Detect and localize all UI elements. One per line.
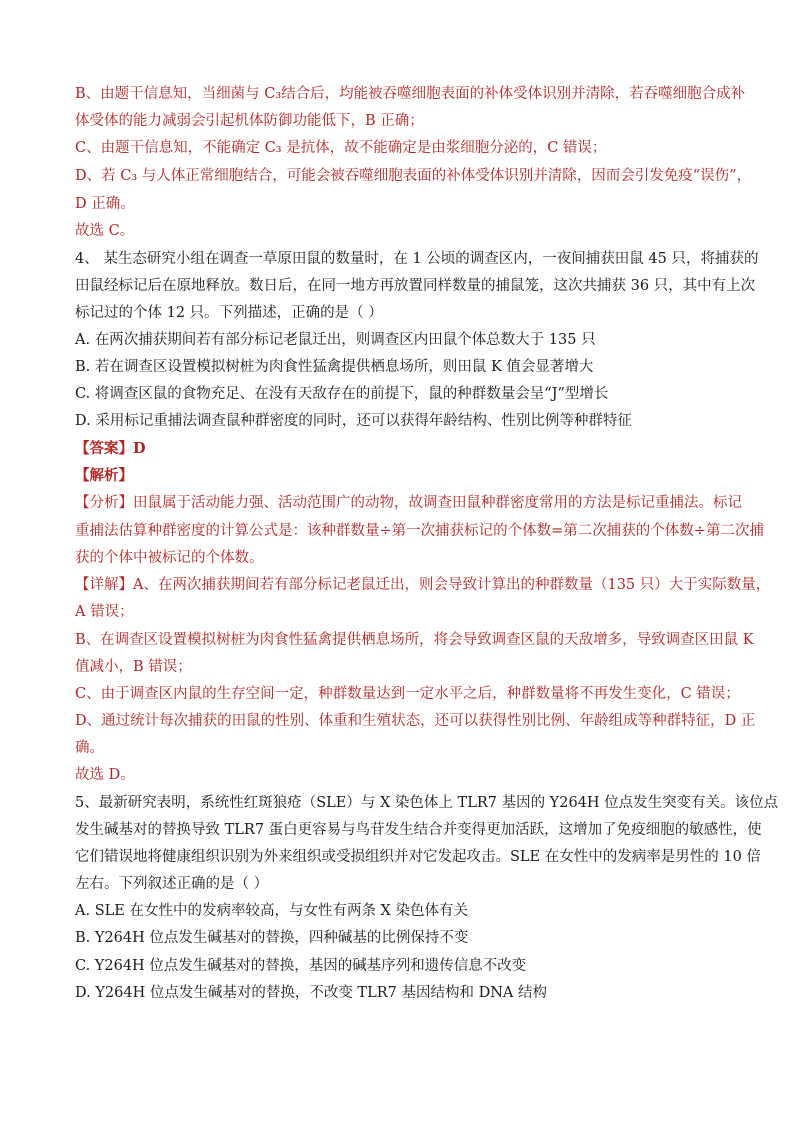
text-line: 【分析】田鼠属于活动能力强、活动范围广的动物，故调查田鼠种群密度常用的方法是标记重捕法。标记 [75,495,742,511]
text-line: 获的个体中被标记的个体数。 [75,550,264,566]
text-line: A. 在两次捕获期间若有部分标记老鼠迁出，则调查区内田鼠个体总数大于 135 只 [75,332,596,348]
text-line: C. Y264H 位点发生碱基对的替换，基因的碱基序列和遗传信息不改变 [75,958,527,974]
text-line: 标记过的个体 12 只。下列描述，正确的是（ ） [75,305,383,321]
text-line: 体受体的能力减弱会引起机体防御功能低下，B 正确； [75,113,424,129]
text-line: D 正确。 [75,196,135,212]
text-line: D. 采用标记重捕法调查鼠种群密度的同时，还可以获得年龄结构、性别比例等种群特征 [75,413,632,429]
text-line: B. 若在调查区设置模拟树桩为肉食性猛禽提供栖息场所，则田鼠 K 值会显著增大 [75,359,594,375]
text-line: D、若 C₃ 与人体正常细胞结合，可能会被吞噬细胞表面的补体受体识别并清除，因而会引发免疫“误伤”， [75,168,752,184]
text-line: 5、最新研究表明，系统性红斑狼疮（SLE）与 X 染色体上 TLR7 基因的 Y264H 位点发生突变有关。该位点 [75,795,779,811]
text-line: D、通过统计每次捕获的田鼠的性别、体重和生殖状态，还可以获得性别比例、年龄组成等种群特征，D 正 [75,713,756,729]
text-line: A 错误； [75,604,134,620]
text-line: A. SLE 在女性中的发病率较高，与女性有两条 X 染色体有关 [75,903,468,919]
text-line: 它们错误地将健康组织识别为外来组织或受损组织并对它发起攻击。SLE 在女性中的发病率是男性的 10 倍 [75,849,761,865]
text-line: 【解析】 [75,467,133,484]
text-line: 重捕法估算种群密度的计算公式是：该种群数量÷第一次捕获标记的个体数=第二次捕获的个体数÷第二次捕 [75,523,764,539]
text-line: 【答案】D [75,440,146,457]
text-line: 发生碱基对的替换导致 TLR7 蛋白更容易与鸟苷发生结合并变得更加活跃，这增加了免疫细胞的敏感性，使 [75,822,762,838]
text-line: 左右。下列叙述正确的是（ ） [75,876,269,892]
text-line: C. 将调查区鼠的食物充足、在没有天敌存在的前提下，鼠的种群数量会呈“J”型增长 [75,386,609,402]
text-line: B、由题干信息知，当细菌与 C₃结合后，均能被吞噬细胞表面的补体受体识别并清除，若吞噬细胞合成补 [75,86,746,102]
text-line: 田鼠经标记后在原地释放。数日后，在同一地方再放置同样数量的捕鼠笼，这次共捕获 36 只，其中有上次 [75,278,756,294]
text-line: B、在调查区设置模拟树桩为肉食性猛禽提供栖息场所，将会导致调查区鼠的天敌增多，导致调查区田鼠 K [75,632,754,648]
text-line: C、由题干信息知，不能确定 C₃ 是抗体，故不能确定是由浆细胞分泌的，C 错误； [75,140,607,156]
text-line: B. Y264H 位点发生碱基对的替换，四种碱基的比例保持不变 [75,930,469,946]
text-line: 确。 [75,740,104,756]
text-line: 值减小，B 错误； [75,659,192,675]
text-line: 故选 C。 [75,223,135,239]
text-line: C、由于调查区内鼠的生存空间一定，种群数量达到一定水平之后，种群数量将不再发生变化，C 错误； [75,686,740,702]
text-line: 故选 D。 [75,767,135,783]
text-line: 【详解】A、在两次捕获期间若有部分标记老鼠迁出，则会导致计算出的种群数量（135 只）大于实际数量， [75,577,771,593]
text-line: D. Y264H 位点发生碱基对的替换，不改变 TLR7 基因结构和 DNA 结构 [75,985,547,1001]
text-line: 4、 某生态研究小组在调查一草原田鼠的数量时，在 1 公顷的调查区内，一夜间捕获田鼠 45 只，将捕获的 [75,251,759,267]
